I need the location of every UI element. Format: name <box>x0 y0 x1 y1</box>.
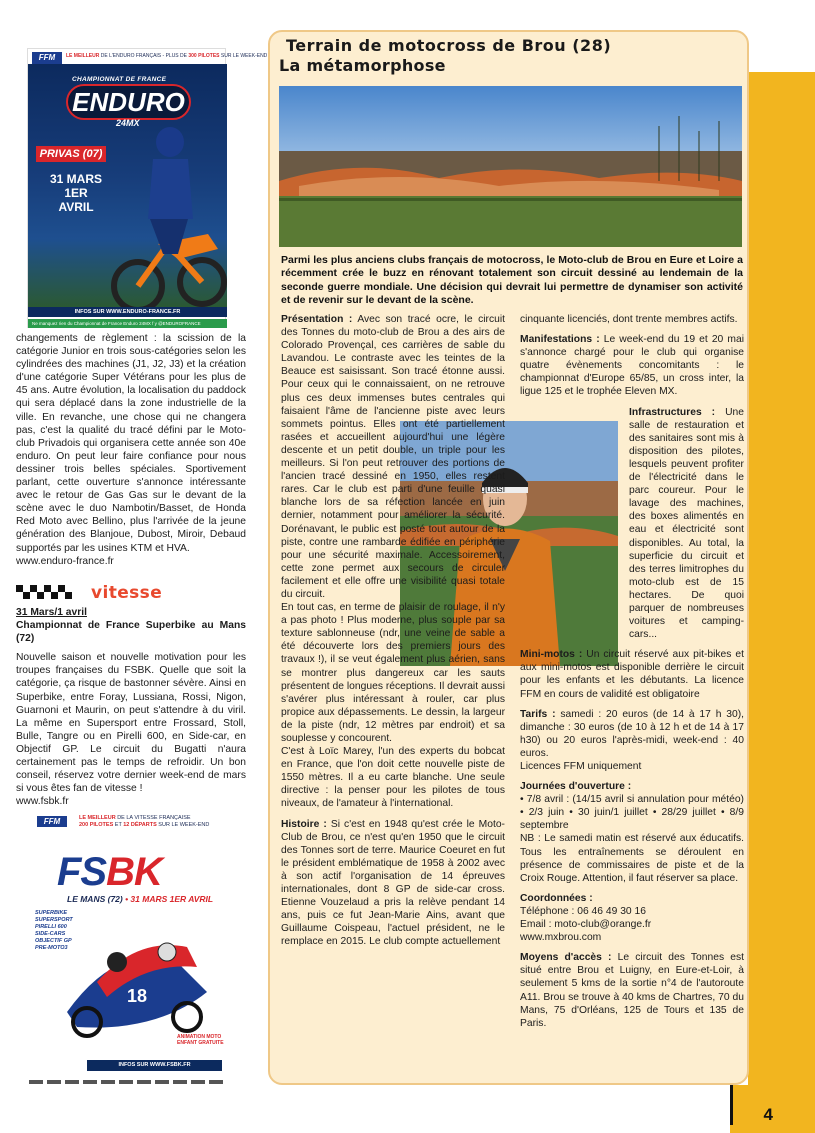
circuit-landscape-photo <box>279 86 742 247</box>
event-date: 31 Mars/1 avril <box>16 607 87 618</box>
sponsor-24mx: 24MX <box>116 118 140 128</box>
ffm-logo: FFM <box>37 816 67 827</box>
article-title: Terrain de motocross de Brou (28) <box>286 36 612 55</box>
vitesse-article <box>16 606 246 808</box>
event-location: PRIVAS (07) <box>36 146 106 162</box>
club-email[interactable]: Email : moto-club@orange.fr <box>520 919 652 931</box>
article-column-right: cinquante licenciés, dont trente membres actifs. Manifestations : Le week-end du 19 et 20 mai s'annonce chargé pour le club qui organise quatre évènements concomitants : le championnat d'Europe 65/85, un cross inter, la ligue 125 et le trophée Eleven MX. Infrastructures : Une salle de restauration et des sanitaires sont mis à disposition des pilotes, lesquels peuvent profiter de l'électricité dans le parc coureur. Pour le lavage des machines, des boxes alimentés en eau et électricité sont disponibles. Au total, la superficie du circuit et des terres limitrophes du moto-club est de 15 hectares. De quoi parquer de nombreuses voitures et camping-cars... Mini-motos : Un circuit réservé aux pit-bikes et aux mini-motos est disponible derrière le circuit pour les enfants et les débutants. La licence FFM en cours de validité est obligatoire Tarifs : samedi : 20 euros (de 14 à 17 h 30), dimanche : 30 euros (de 10 à 12 h et de 14 à 17 h30) ou 20 euros l'après-midi, week-end : 40 euros. Licences FFM uniquement Journées d'ouverture : • 7/8 avril : (14/15 avril si annulation pour météo) • 2/3 juin • 30 juin/1 juillet • 28/29 juillet • 8/9 septembre NB : Le samedi matin est réservé aux éducatifs. Tous les entraînements se déroulent en présence de commissaires de piste et de la Croix Rouge. Attention, il faut réserver sa place. Coordonnées : Téléphone : 06 46 49 30 16 Email : moto-club@orange.fr www.mxbrou.com Moyens d'accès : Le circuit des Tonnes est situé entre Brou et Luigny, en Eure-et-Loir, à seulement 5 kms de la sortie n°4 de l'autoroute A11. Brou se trouve à 40 kms de Chartres, 70 du Mans, 75 d'Orléans, 125 de Tours et 135 de Paris. <box>520 314 744 1029</box>
event-title: Championnat de France Superbike au Mans (72) <box>16 620 246 645</box>
svg-text:18: 18 <box>127 986 148 1006</box>
enduro-advert[interactable] <box>27 48 268 328</box>
fsbk-tagline: LE MEILLEUR DE LA VITESSE FRANÇAISE 200 PILOTES ET 12 DÉPARTS SUR LE WEEK-END <box>79 815 210 828</box>
enduro-article-text: changements de règlement : la scission de la catégorie Junior en trois sous-catégories selon les cylindrées des machines (J1, J2, J3) et la création d'une catégorie Super Vétérans pour les plus de 45 ans. Autre évolution, la localisation du paddock qui sera déplacé dans la zone industrielle de la ville. En revanche, une chose qui ne changera pas, c'est la qualité du tracé défini par le Moto-club Privadois qui organisera cette année son 40e enduro. On peut leur faire confiance pour nous dessiner trois belles spéciales. Sportivement parlant, cette ouverture s'annonce intéressante avec le retour de Gas Gas sur le devant de la scène avec le duo Nambotin/Basset, de Honda Red Moto avec Bellino, plus l'arrivée de la jeune génération des Blanjoue, Dubost, Miroir, Debaud supportés par les usines KTM et HVA. www.enduro-france.fr <box>16 333 246 567</box>
vitesse-text: Nouvelle saison et nouvelle motivation pour les troupes françaises du FSBK. Quelle que soit la catégorie, ça risque de bastonner sévère. Ainsi en Superbike, entre Foray, Lussiana, Rossi, Nigon, Guarnoni et Maurin, on peut s'attendre à du viril. La même en Supersport entre Frossard, Stoll, Bulle, Tangre ou en Pirelli 600, en Side-car, en Objectif GP. Le circuit du Bugatti n'aura certainement pas le temps de refroidir. Un bon conseil, réservez votre dernier week-end de mars si vous êtes fan de vitesse ! <box>16 652 246 795</box>
fsbk-categories: SUPERBIKE SUPERSPORT PIRELLI 600 SIDE-CARS OBJECTIF GP PRE-MOTO3 <box>35 910 73 951</box>
kids-animation-label: ANIMATION MOTO ENFANT GRATUITE <box>177 1034 224 1046</box>
checkered-flag-icon <box>16 585 74 599</box>
superbike-illustration <box>57 922 222 1040</box>
enduro-social-line: Ne manquez rien du Championnat de France Enduro 24MX f y @ENDUROFRANCE <box>28 319 227 328</box>
event-dates: 31 MARS 1ER AVRIL <box>49 172 102 214</box>
championship-label: CHAMPIONNAT DE FRANCE <box>72 76 167 83</box>
enduro-link[interactable]: www.enduro-france.fr <box>16 555 114 567</box>
fsbk-info-line: INFOS SUR WWW.FSBK.FR <box>87 1060 222 1071</box>
fsbk-advert[interactable] <box>27 812 226 1087</box>
advert-tagline: LE MEILLEUR DE L'ENDURO FRANÇAIS - PLUS DE 300 PILOTES SUR LE WEEK-END <box>66 53 268 59</box>
article-column-left: Présentation : Avec son tracé ocre, le circuit des Tonnes du moto-club de Brou a des airs de Colorado Provençal, ces carrières de sable du Lavandou. Le contraste avec les teintes de la Beauce est saisissant. Son tracé étonne aussi. Pour ceux qui le connaissaient, on ne retrouve plus ces deux immenses butes centrales qui faisaient l'âme de l'ancienne piste avec leurs sommets pointus. Elles ont été partiellement rasées et accueillent aujourd'hui une légère descente et un petit double, un triple pour les meilleurs. Si l'on peut retrouver des portions de l'ancien tracé dessiné en 1950, elles restent rares. Car le club est parti d'une feuille quasi blanche lors de sa réfection lancée en juin dernier, notamment pour améliorer la sécurité. Dorénavant, le public est posté tout autour de la piste, contre une rambarde édifiée en périphérie pour une sécurité maximale. Accessoirement, cette zone permet aux secours de circuler facilement et elle offre une visibilité quasi totale du circuit. En tout cas, en terme de plaisir de roulage, il n'y a pas photo ! Plus moderne, plus souple par sa texture sablonneuse (ndr, une veine de sable a été découverte lors des premiers jours des travaux !), il se veut également plus aérien, sans se montrer plus dangereux car les sauts présentent de longues réceptions. Il devrait aussi s'avérer plus intéressant à rouler, car plus propice aux dépassements. Le dessin, la largeur de la piste (ndr, 12 mètres par endroit) et sa souplesse y concourent. C'est à Loïc Marey, l'un des experts du bobcat en France, que l'on doit cette nouvelle piste de 1550 mètres. Il a eu carte blanche. Une seule directive : la penser pour les pilotes de tous niveaux, de l'amateur à l'international. Histoire : Si c'est en 1948 qu'est crée le Moto-Club de Brou, ce n'est qu'en 1950 que le circuit des Tonnes sort de terre. Maurice Coeuret en fut le président emblématique de 1958 à 2002 avec à son actif l'organisation de 14 épreuves internationales, dont 8 GP de side-car cross. Etienne Vouzelaud a pris la relève pendant 14 ans, puis ce fut Jean-Marie Ains, avant que Guillaume Coispeau, l'actuel président, ne le remplace en 2015. Le club compte actuellement <box>281 314 505 948</box>
article-lead: Parmi les plus anciens clubs français de motocross, le Moto-club de Brou en Eure et Loire a récemment crée le buzz en rénovant totalement son circuit dessiné au lendemain de la seconde guerre mondiale. Une décision qui devrait lui permettre de dynamiser son activité et de revenir sur le devant de la scène. <box>281 254 743 307</box>
page-number: 4 <box>763 1105 773 1124</box>
enduro-info-line: INFOS SUR WWW.ENDURO-FRANCE.FR <box>28 307 227 317</box>
footer-divider <box>730 1085 733 1125</box>
rider-illustration <box>108 124 226 314</box>
article-subtitle: La métamorphose <box>279 56 446 75</box>
fsbk-sponsor-strip <box>27 1074 226 1084</box>
enduro-logo: ENDURO <box>66 84 191 120</box>
enduro-poster <box>28 64 227 314</box>
ffm-logo: FFM <box>32 52 62 64</box>
vitesse-header <box>16 583 246 603</box>
fsbk-logo: FSBK <box>57 850 162 894</box>
club-website[interactable]: www.mxbrou.com <box>520 932 602 944</box>
section-title-vitesse: vitesse <box>91 583 163 603</box>
fsbk-event-line: LE MANS (72) • 31 MARS 1ER AVRIL <box>67 894 214 904</box>
fsbk-link[interactable]: www.fsbk.fr <box>16 796 69 808</box>
page-margin-band <box>748 72 815 1133</box>
